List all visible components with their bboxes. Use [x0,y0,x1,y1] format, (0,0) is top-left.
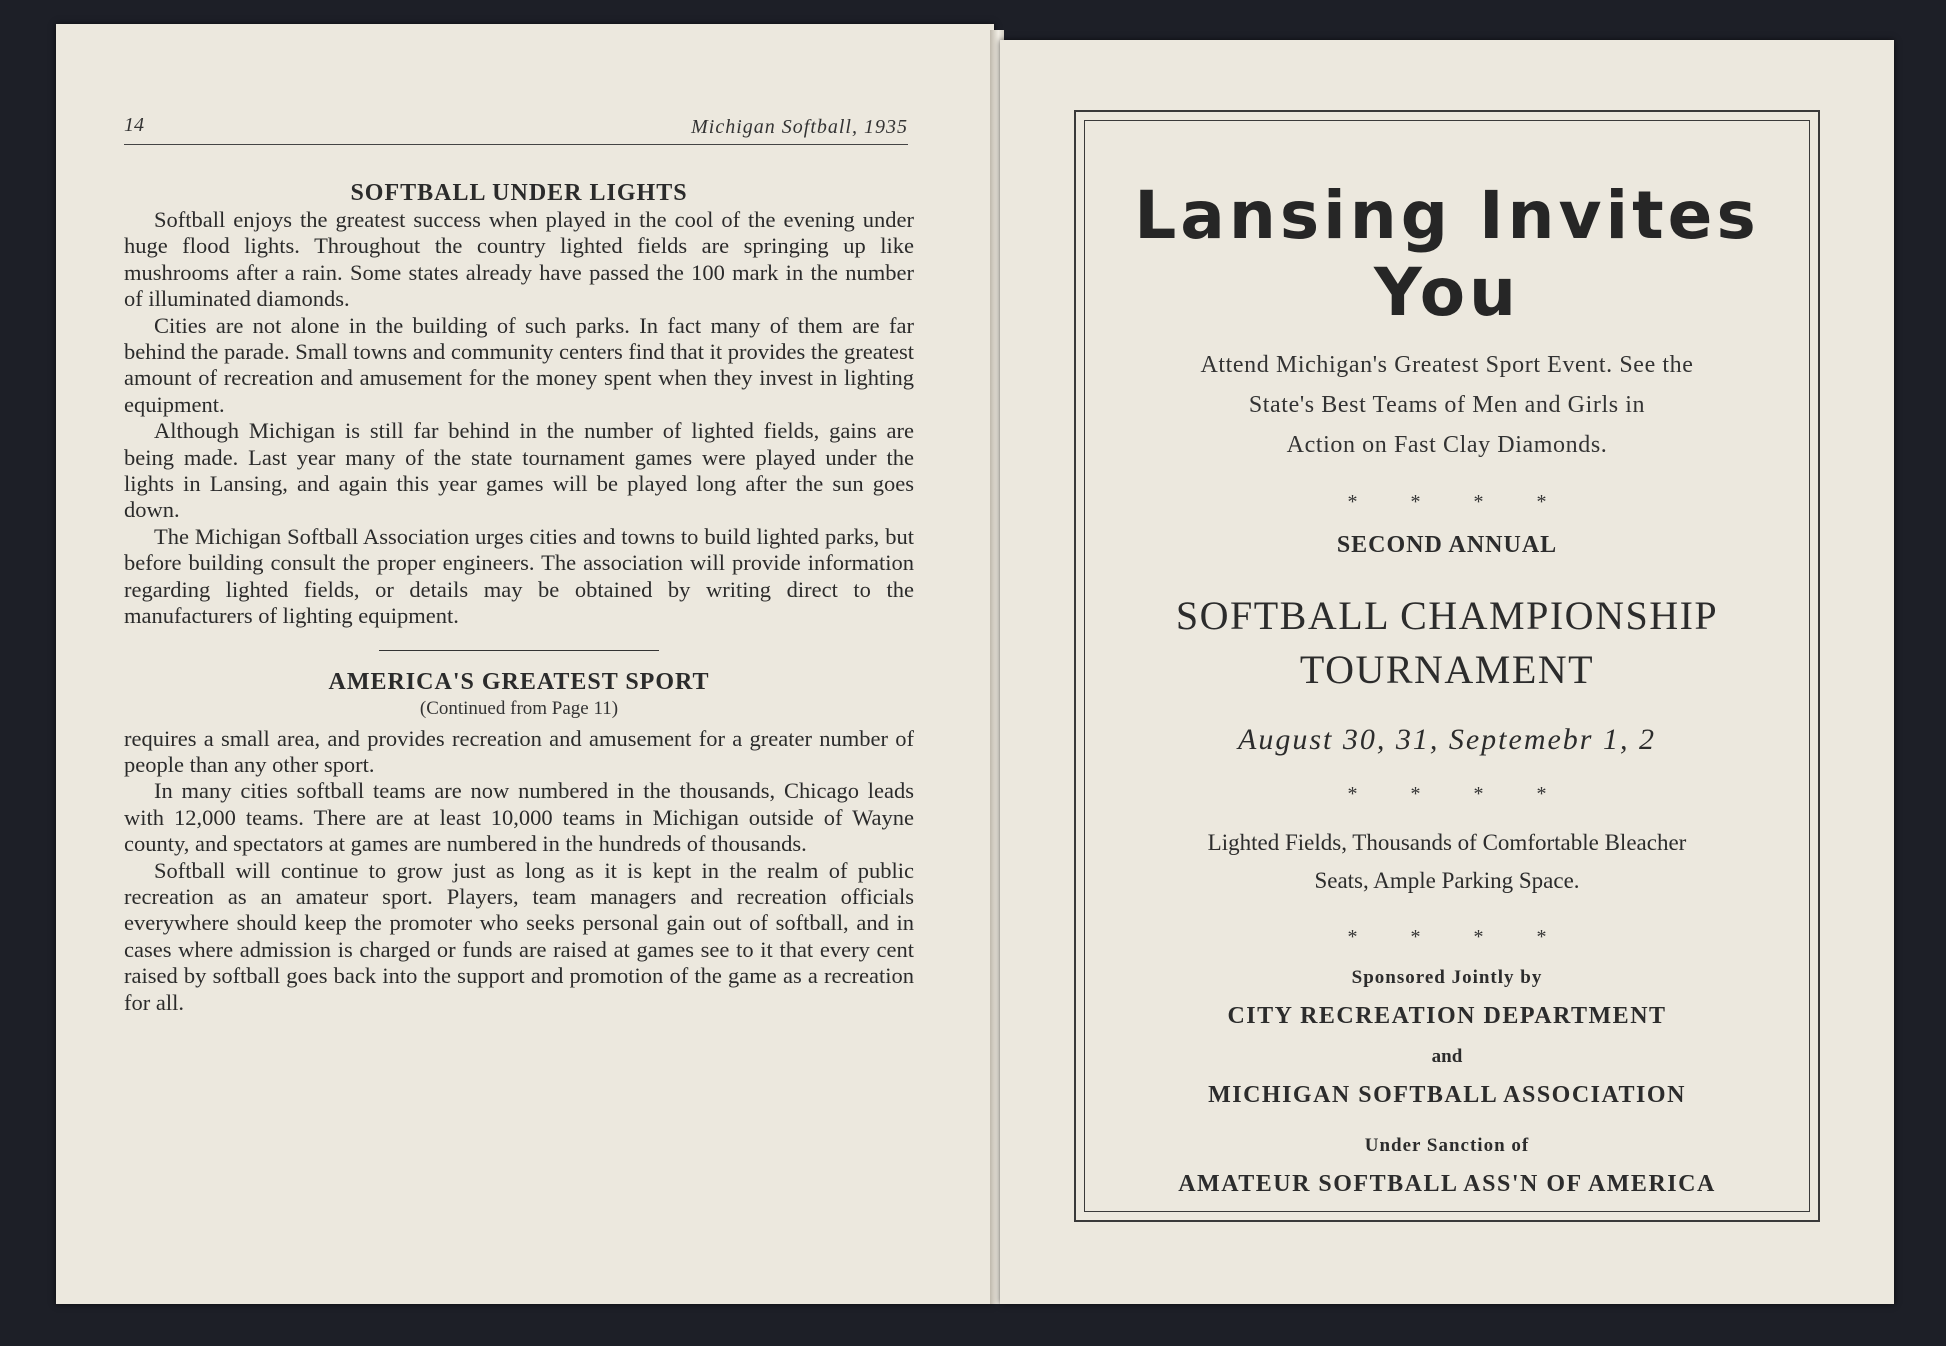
tournament-dates: August 30, 31, Septemebr 1, 2 [1238,723,1656,756]
right-page [1000,40,1894,1304]
page-number: 14 [124,114,144,136]
article-paragraph: requires a small area, and provides recreation and amusement for a greater number of people than any other sport. [124,725,914,777]
article-paragraph: The Michigan Softball Association urges cities and towns to build lighted parks, but before building consult the proper engineers. The association will provide information regarding lighted fields, or details may be obtained by writing direct to the manufacturers of lighting equipment. [124,523,914,629]
sanction-organization: AMATEUR SOFTBALL ASS'N OF AMERICA [1178,1171,1716,1197]
section-divider [379,650,659,651]
ad-inner-border [1084,120,1810,1212]
article-title: SOFTBALL UNDER LIGHTS [350,180,688,206]
tournament-title-line: SOFTBALL CHAMPIONSHIP [1175,593,1719,638]
ad-headline: Lansing Invites You [1134,177,1760,331]
publication-title: Michigan Softball, 1935 [691,116,908,138]
facilities-line: Lighted Fields, Thousands of Comfortable Bleacher [1207,830,1687,855]
article-paragraph: Softball will continue to grow just as long as it is kept in the realm of public recreation as an amateur sport. Players, team managers and recreation officials everywhere should keep the promoter who seeks personal gain out of softball, and in cases where admission is charged or funds are raised at games see to it that every cent raised by softball goes back into the support and promotion of the game as a recreation for all. [124,857,914,1015]
sponsor-city-recreation: CITY RECREATION DEPARTMENT [1227,1003,1667,1029]
continued-note: (Continued from Page 11) [419,697,619,719]
tournament-advertisement [1085,121,1809,1198]
and-label: and [1431,1046,1463,1067]
article-paragraph: Although Michigan is still far behind in the number of lighted fields, gains are being made. Last year many of the state tournament games were played under the lights in Lansing, and again this year games will be played long after the sun goes down. [124,418,914,523]
star-separator: * * * * [1347,926,1571,948]
ad-subhead-line: State's Best Teams of Men and Girls in [1248,392,1646,418]
star-separator: * * * * [1347,491,1571,513]
article-paragraph: Cities are not alone in the building of such parks. In fact many of them are far behind the parade. Small towns and community centers find that it provides the greatest amount of recreation and amusement for the money spent when they invest in lighting equipment. [124,312,914,417]
tournament-title-line: TOURNAMENT [1299,647,1595,692]
ad-subhead-line: Attend Michigan's Greatest Sport Event. See the [1200,352,1694,378]
second-annual-label: SECOND ANNUAL [1336,532,1558,558]
article-paragraph: Softball enjoys the greatest success when played in the cool of the evening under huge flood lights. Throughout the country lighted fields are springing up like mushrooms after a rain. Some states already have passed the 100 mark in the number of illuminated diamonds. [124,207,914,312]
article-paragraph: In many cities softball teams are now numbered in the thousands, Chicago leads with 12,000 teams. There are at least 10,000 teams in Michigan outside of Wayne county, and spectators at games are numbered in the hundreds of thousands. [124,778,914,857]
ad-subhead-line: Action on Fast Clay Diamonds. [1286,432,1608,458]
sanction-label: Under Sanction of [1364,1135,1530,1156]
facilities-text [1105,824,1789,900]
running-head [124,104,908,145]
ad-border [1074,110,1820,1222]
tournament-title [1085,589,1809,697]
ad-subhead [1125,345,1769,465]
left-page [56,24,994,1304]
article-softball-under-lights [124,180,914,1016]
facilities-line: Seats, Ample Parking Space. [1314,868,1580,893]
sponsor-michigan-softball: MICHIGAN SOFTBALL ASSOCIATION [1208,1082,1686,1108]
star-separator: * * * * [1347,783,1571,805]
article-title: AMERICA'S GREATEST SPORT [328,668,710,695]
sponsored-by-label: Sponsored Jointly by [1351,967,1543,988]
